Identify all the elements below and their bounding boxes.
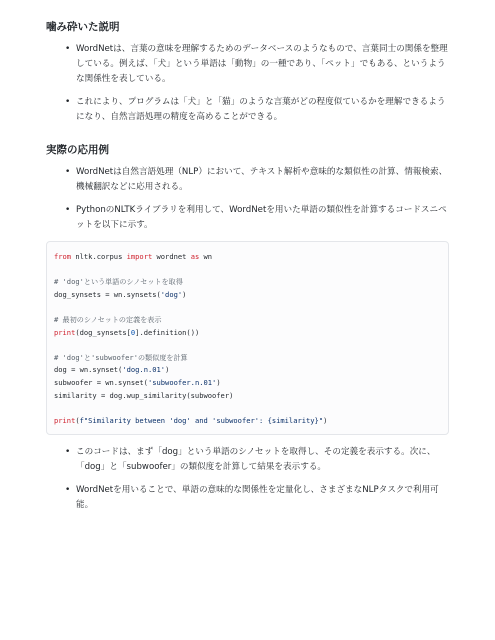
code-line: subwoofer = wn.synset('subwoofer.n.01') (54, 377, 221, 387)
list-item: • PythonのNLTKライブラリを利用して、WordNetを用いた単語の類似性を計算するコードスニペットを以下に示す。 (76, 203, 449, 233)
code-comment: # 'dog'と'subwoofer'の類似度を計算 (54, 352, 188, 362)
list-item: • このコードは、まず「dog」という単語のシノセットを取得し、その定義を表示する。次に、「dog」と「subwoofer」の類似度を計算して結果を表示する。 (76, 445, 449, 475)
code-blank-line (54, 264, 442, 277)
code-line: dog_synsets = wn.synsets('dog') (54, 289, 187, 299)
code-blank-line (54, 339, 442, 352)
code-block[interactable] (46, 241, 449, 435)
list-item: • WordNetは自然言語処理（NLP）において、テキスト解析や意味的な類似性の計算、情報検索、機械翻訳などに応用される。 (76, 165, 449, 195)
code-line: from nltk.corpus import wordnet as wn (54, 252, 213, 261)
code-line: similarity = dog.wup_similarity(subwoofer) (54, 390, 234, 400)
code-line: print(f"Similarity between 'dog' and 'subwoofer': {similarity}") (54, 415, 328, 425)
list-item: • これにより、プログラムは「犬」と「猫」のような言葉がどの程度似ているかを理解できるようになり、自然言語処理の精度を高めることができる。 (76, 95, 449, 125)
applications-list (46, 165, 449, 233)
code-comment: # 最初のシノセットの定義を表示 (54, 314, 162, 324)
list-item: • WordNetを用いることで、単語の意味的な関係性を定量化し、さまざまなNLPタスクで利用可能。 (76, 483, 449, 513)
section-heading-applications: 実際の応用例 (46, 144, 109, 156)
code-line: print(dog_synsets[0].definition()) (54, 327, 200, 337)
explanation-list (46, 42, 449, 125)
code-comment: # 'dog'という単語のシノセットを取得 (54, 277, 183, 287)
section-heading-explanation: 噛み砕いた説明 (46, 21, 120, 33)
code-explanation-list (46, 445, 449, 513)
list-item: • WordNetは、言葉の意味を理解するためのデータベースのようなもので、言葉同士の関係を整理している。例えば、「犬」という単語は「動物」の一種であり、「ペット」でもある、というような関係性を表している。 (76, 42, 449, 87)
code-blank-line (54, 402, 442, 415)
code-blank-line (54, 301, 442, 314)
code-line: dog = wn.synset('dog.n.01') (54, 365, 170, 375)
